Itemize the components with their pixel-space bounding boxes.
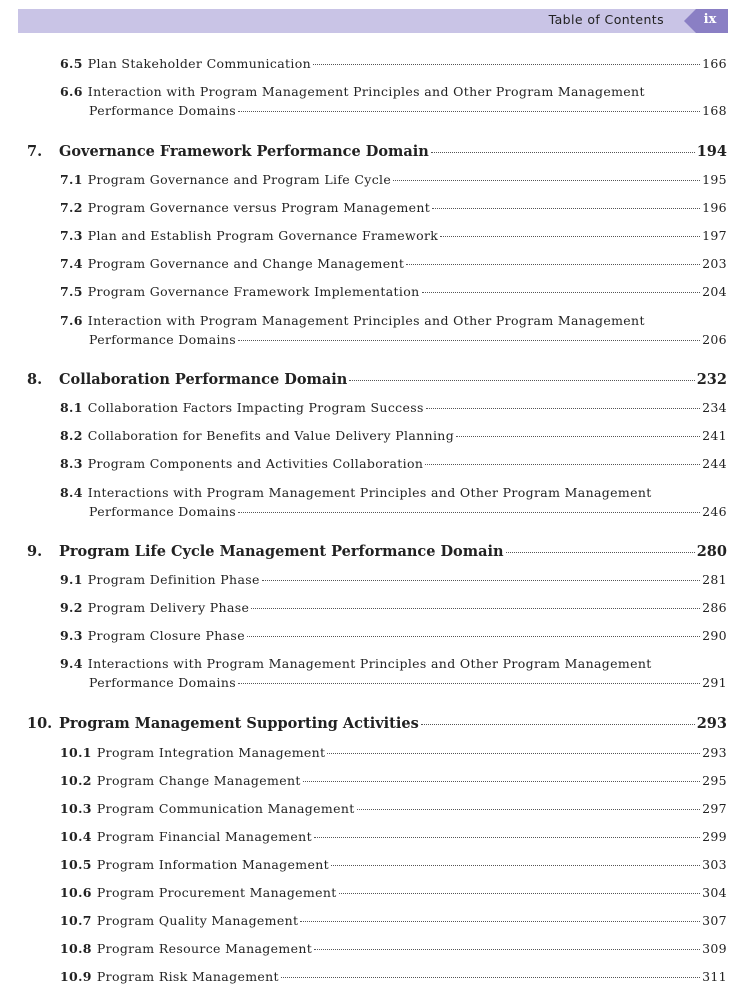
dot-leader (406, 264, 700, 265)
toc-entry-line (60, 773, 727, 788)
toc-entry-line (60, 56, 727, 71)
toc-entry-line (60, 829, 727, 844)
toc-entry-page: 309 (702, 941, 727, 956)
toc-entry-page: 281 (702, 572, 727, 587)
toc-entry-number: 7. (27, 143, 43, 160)
dot-leader (421, 724, 695, 725)
toc-entry-page: 290 (702, 628, 727, 643)
toc-entry-page: 203 (702, 256, 727, 271)
toc-entry-number: 10.2 (60, 773, 92, 788)
toc-entry-number: 8.2 (60, 428, 83, 443)
toc-entry-number: 6.5 (60, 56, 83, 71)
dot-leader (432, 208, 700, 209)
toc-entry-page: 195 (702, 172, 727, 187)
toc-entry-title: Program Components and Activities Collaboration (87, 456, 424, 471)
toc-entry-line (27, 543, 727, 560)
toc-entry-number: 7.4 (60, 256, 83, 271)
dot-leader (357, 809, 700, 810)
toc-entry-title: Plan and Establish Program Governance Framework (87, 228, 439, 243)
toc-entry-number: 9.4 (60, 656, 83, 671)
toc-entry-title: Program Governance and Change Management (87, 256, 405, 271)
toc-entry-number: 10.8 (60, 941, 92, 956)
dot-leader (314, 949, 700, 950)
toc-entry-number: 10.5 (60, 857, 92, 872)
toc-entry-page: 197 (702, 228, 727, 243)
toc-entry-page: 246 (702, 504, 727, 519)
toc-entry-title-continued: Performance Domains (89, 504, 237, 519)
toc-entry-title: Interaction with Program Management Principles and Other Program Management (87, 313, 645, 328)
toc-entry-line (60, 600, 727, 615)
toc-entry-line (60, 228, 727, 243)
toc-entry-page: 168 (702, 103, 727, 118)
toc-entry-title: Governance Framework Performance Domain (59, 143, 429, 160)
dot-leader (422, 292, 701, 293)
page-number: ix (703, 12, 717, 27)
toc-entry-page: 295 (702, 773, 727, 788)
toc-entry-page: 304 (702, 885, 727, 900)
page-header (18, 9, 728, 33)
toc-entry-title: Program Governance versus Program Management (87, 200, 431, 215)
toc-entry-title: Program Resource Management (96, 941, 313, 956)
toc-entry-number: 8.4 (60, 485, 83, 500)
toc-entry-line (60, 941, 727, 956)
toc-entry-title: Program Information Management (96, 857, 329, 872)
dot-leader (349, 380, 694, 381)
dot-leader (331, 865, 700, 866)
toc-entry-line (27, 371, 727, 388)
toc-entry-line (27, 143, 727, 160)
toc-entry-page: 293 (696, 715, 727, 732)
toc-entry-line (60, 84, 645, 99)
toc-entry-title-continued: Performance Domains (89, 675, 237, 690)
toc-entry-number: 8. (27, 371, 43, 388)
dot-leader (393, 180, 700, 181)
dot-leader (300, 921, 700, 922)
toc-entry-line (60, 313, 645, 328)
dot-leader (431, 152, 695, 153)
dot-leader (238, 512, 700, 513)
dot-leader (247, 636, 700, 637)
toc-entry-line (60, 628, 727, 643)
header-title: Table of Contents (548, 12, 664, 27)
toc-entry-page: 166 (702, 56, 727, 71)
dot-leader (238, 340, 700, 341)
toc-entry-page: 299 (702, 829, 727, 844)
toc-entry-number: 10.4 (60, 829, 92, 844)
dot-leader (506, 552, 695, 553)
dot-leader (456, 436, 700, 437)
toc-entry-title: Program Risk Management (96, 969, 279, 984)
dot-leader (303, 781, 700, 782)
toc-entry-page: 194 (696, 143, 727, 160)
toc-entry-page: 307 (702, 913, 727, 928)
toc-entry-title-continued: Performance Domains (89, 103, 237, 118)
toc-entry-line (60, 745, 727, 760)
toc-entry-number: 7.6 (60, 313, 83, 328)
toc-entry-page: 297 (702, 801, 727, 816)
toc-entry-line (60, 656, 652, 671)
toc-entry-title: Program Communication Management (96, 801, 355, 816)
toc-entry-title: Program Life Cycle Management Performance Domain (59, 543, 504, 560)
dot-leader (281, 977, 700, 978)
toc-entry-page: 286 (702, 600, 727, 615)
toc-entry-title-continued: Performance Domains (89, 332, 237, 347)
toc-entry-title: Plan Stakeholder Communication (87, 56, 312, 71)
dot-leader (251, 608, 700, 609)
toc-entry-title: Program Delivery Phase (87, 600, 250, 615)
toc-entry-line (60, 885, 727, 900)
dot-leader (327, 753, 700, 754)
toc-entry-number: 9.2 (60, 600, 83, 615)
toc-entry-title: Interactions with Program Management Principles and Other Program Management (87, 485, 652, 500)
toc-entry-number: 9.3 (60, 628, 83, 643)
toc-entry-number: 10.9 (60, 969, 92, 984)
toc-entry-title: Collaboration Factors Impacting Program Success (87, 400, 424, 415)
dot-leader (426, 408, 700, 409)
toc-entry-line (89, 504, 727, 519)
toc-entry-title: Program Closure Phase (87, 628, 245, 643)
toc-entry-number: 9. (27, 543, 43, 560)
toc-entry-page: 303 (702, 857, 727, 872)
toc-entry-title: Program Management Supporting Activities (59, 715, 419, 732)
toc-entry-number: 8.3 (60, 456, 83, 471)
toc-entry-number: 10. (27, 715, 53, 732)
toc-entry-line (60, 284, 727, 299)
toc-entry-line (60, 428, 727, 443)
toc-entry-line (60, 969, 727, 984)
dot-leader (313, 64, 700, 65)
toc-entry-page: 293 (702, 745, 727, 760)
toc-entry-page: 241 (702, 428, 727, 443)
dot-leader (440, 236, 700, 237)
toc-entry-page: 244 (702, 456, 727, 471)
toc-entry-title: Program Quality Management (96, 913, 299, 928)
toc-entry-title: Program Change Management (96, 773, 301, 788)
toc-entry-page: 311 (702, 969, 727, 984)
toc-entry-number: 10.7 (60, 913, 92, 928)
toc-entry-line (60, 456, 727, 471)
toc-entry-number: 7.5 (60, 284, 83, 299)
toc-entry-line (60, 400, 727, 415)
toc-entry-title: Program Procurement Management (96, 885, 337, 900)
toc-entry-number: 8.1 (60, 400, 83, 415)
toc-entry-number: 6.6 (60, 84, 83, 99)
toc-entry-line (27, 715, 727, 732)
dot-leader (339, 893, 700, 894)
toc-entry-line (60, 256, 727, 271)
dot-leader (425, 464, 700, 465)
toc-entry-page: 232 (696, 371, 727, 388)
toc-entry-title: Interactions with Program Management Principles and Other Program Management (87, 656, 652, 671)
toc-entry-line (89, 332, 727, 347)
toc-entry-line (89, 103, 727, 118)
toc-entry-title: Collaboration for Benefits and Value Delivery Planning (87, 428, 455, 443)
toc-entry-number: 7.3 (60, 228, 83, 243)
toc-entry-page: 204 (702, 284, 727, 299)
toc-entry-line (60, 913, 727, 928)
toc-entry-title: Collaboration Performance Domain (59, 371, 348, 388)
toc-entry-number: 10.1 (60, 745, 92, 760)
dot-leader (262, 580, 700, 581)
toc-entry-number: 9.1 (60, 572, 83, 587)
toc-entry-line (60, 485, 652, 500)
dot-leader (314, 837, 700, 838)
toc-entry-line (89, 675, 727, 690)
toc-entry-line (60, 857, 727, 872)
toc-entry-line (60, 172, 727, 187)
toc-entry-number: 7.1 (60, 172, 83, 187)
toc-entry-number: 7.2 (60, 200, 83, 215)
toc-entry-page: 196 (702, 200, 727, 215)
toc-entry-page: 291 (702, 675, 727, 690)
toc-entry-line (60, 200, 727, 215)
toc-entry-title: Program Integration Management (96, 745, 326, 760)
toc-entry-title: Program Governance and Program Life Cycle (87, 172, 392, 187)
toc-entry-title: Program Definition Phase (87, 572, 260, 587)
toc-entry-title: Program Governance Framework Implementation (87, 284, 420, 299)
toc-entry-title: Program Financial Management (96, 829, 312, 844)
dot-leader (238, 111, 700, 112)
toc-entry-page: 234 (702, 400, 727, 415)
toc-entry-line (60, 801, 727, 816)
toc-entry-page: 280 (696, 543, 727, 560)
toc-entry-page: 206 (702, 332, 727, 347)
toc-entry-number: 10.3 (60, 801, 92, 816)
toc-entry-number: 10.6 (60, 885, 92, 900)
toc-entry-line (60, 572, 727, 587)
dot-leader (238, 683, 700, 684)
toc-entry-title: Interaction with Program Management Principles and Other Program Management (87, 84, 645, 99)
